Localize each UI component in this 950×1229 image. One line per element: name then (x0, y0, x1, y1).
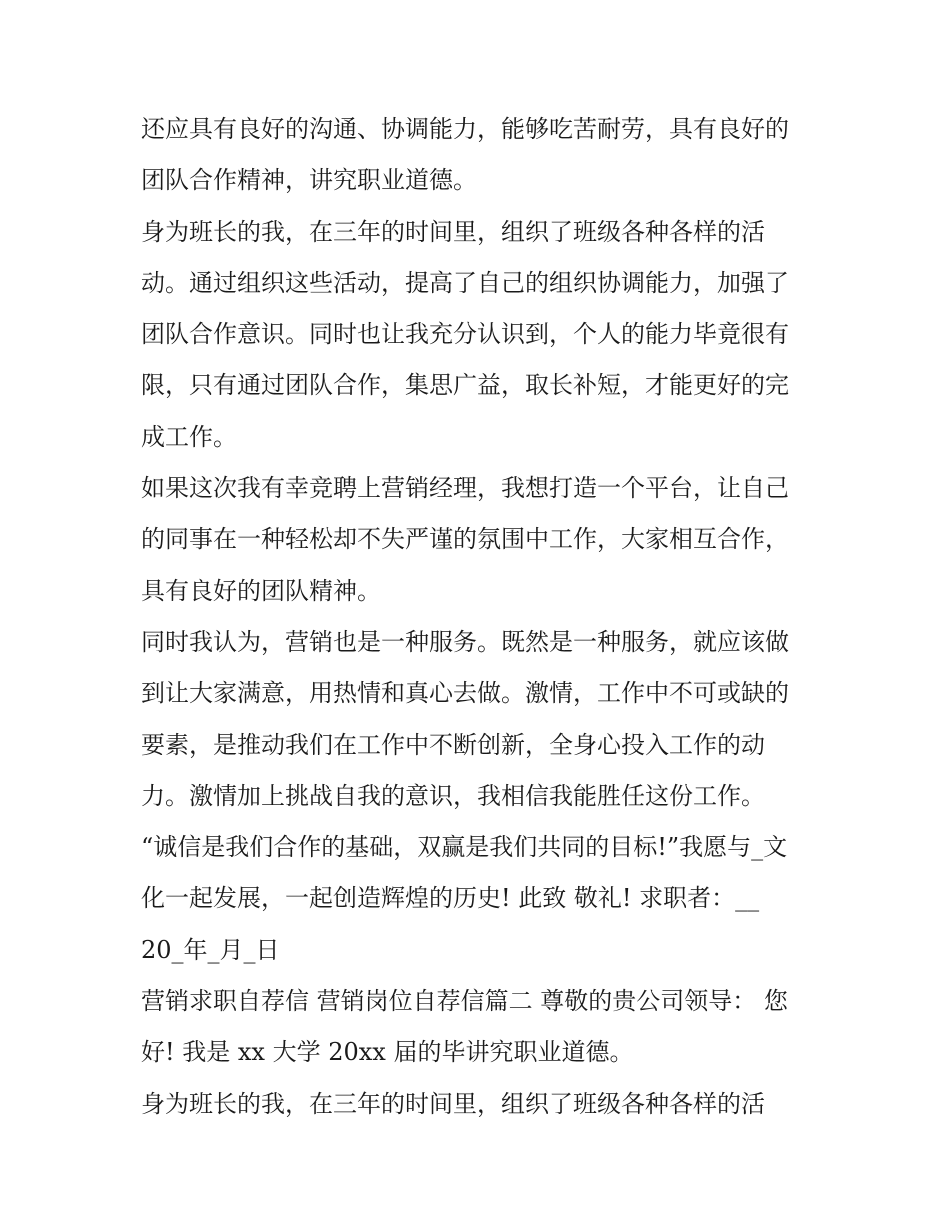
text-line: 20_年_月_日 (141, 935, 280, 964)
text-line: 力。激情加上挑战自我的意识，我相信我能胜任这份工作。 (141, 781, 765, 810)
text-line: 到让大家满意，用热情和真心去做。激情，工作中不可或缺的 (141, 679, 789, 708)
text-line: 具有良好的团队精神。 (141, 576, 381, 605)
text-line: 化一起发展，一起创造辉煌的历史! 此致 敬礼! 求职者：__ (141, 884, 760, 913)
text-line: 身为班长的我，在三年的时间里，组织了班级各种各样的活 (141, 217, 765, 246)
text-line: 的同事在一种轻松却不失严谨的氛围中工作，大家相互合作， (141, 525, 789, 554)
text-line: 好! 我是 xx 大学 20xx 届的毕讲究职业道德。 (141, 1038, 634, 1067)
text-line: 如果这次我有幸竞聘上营销经理，我想打造一个平台，让自己 (141, 474, 789, 503)
text-line: 团队合作意识。同时也让我充分认识到，个人的能力毕竟很有 (141, 320, 789, 349)
text-line: 成工作。 (141, 422, 237, 451)
text-line: 团队合作精神，讲究职业道德。 (141, 166, 477, 195)
text-line: 同时我认为，营销也是一种服务。既然是一种服务，就应该做 (141, 627, 789, 656)
text-line: 还应具有良好的沟通、协调能力，能够吃苦耐劳，具有良好的 (141, 115, 789, 143)
text-line: “诚信是我们合作的基础，双赢是我们共同的目标!”我愿与_文 (141, 833, 788, 862)
text-line: 要素，是推动我们在工作中不断创新，全身心投入工作的动 (141, 730, 765, 759)
text-line: 动。通过组织这些活动，提高了自己的组织协调能力，加强了 (141, 268, 789, 297)
text-line: 营销求职自荐信 营销岗位自荐信篇二 尊敬的贵公司领导： 您 (141, 987, 788, 1016)
document-body (141, 104, 821, 1130)
text-line: 身为班长的我，在三年的时间里，组织了班级各种各样的活 (141, 1089, 765, 1118)
text-line: 限，只有通过团队合作，集思广益，取长补短，才能更好的完 (141, 371, 789, 400)
